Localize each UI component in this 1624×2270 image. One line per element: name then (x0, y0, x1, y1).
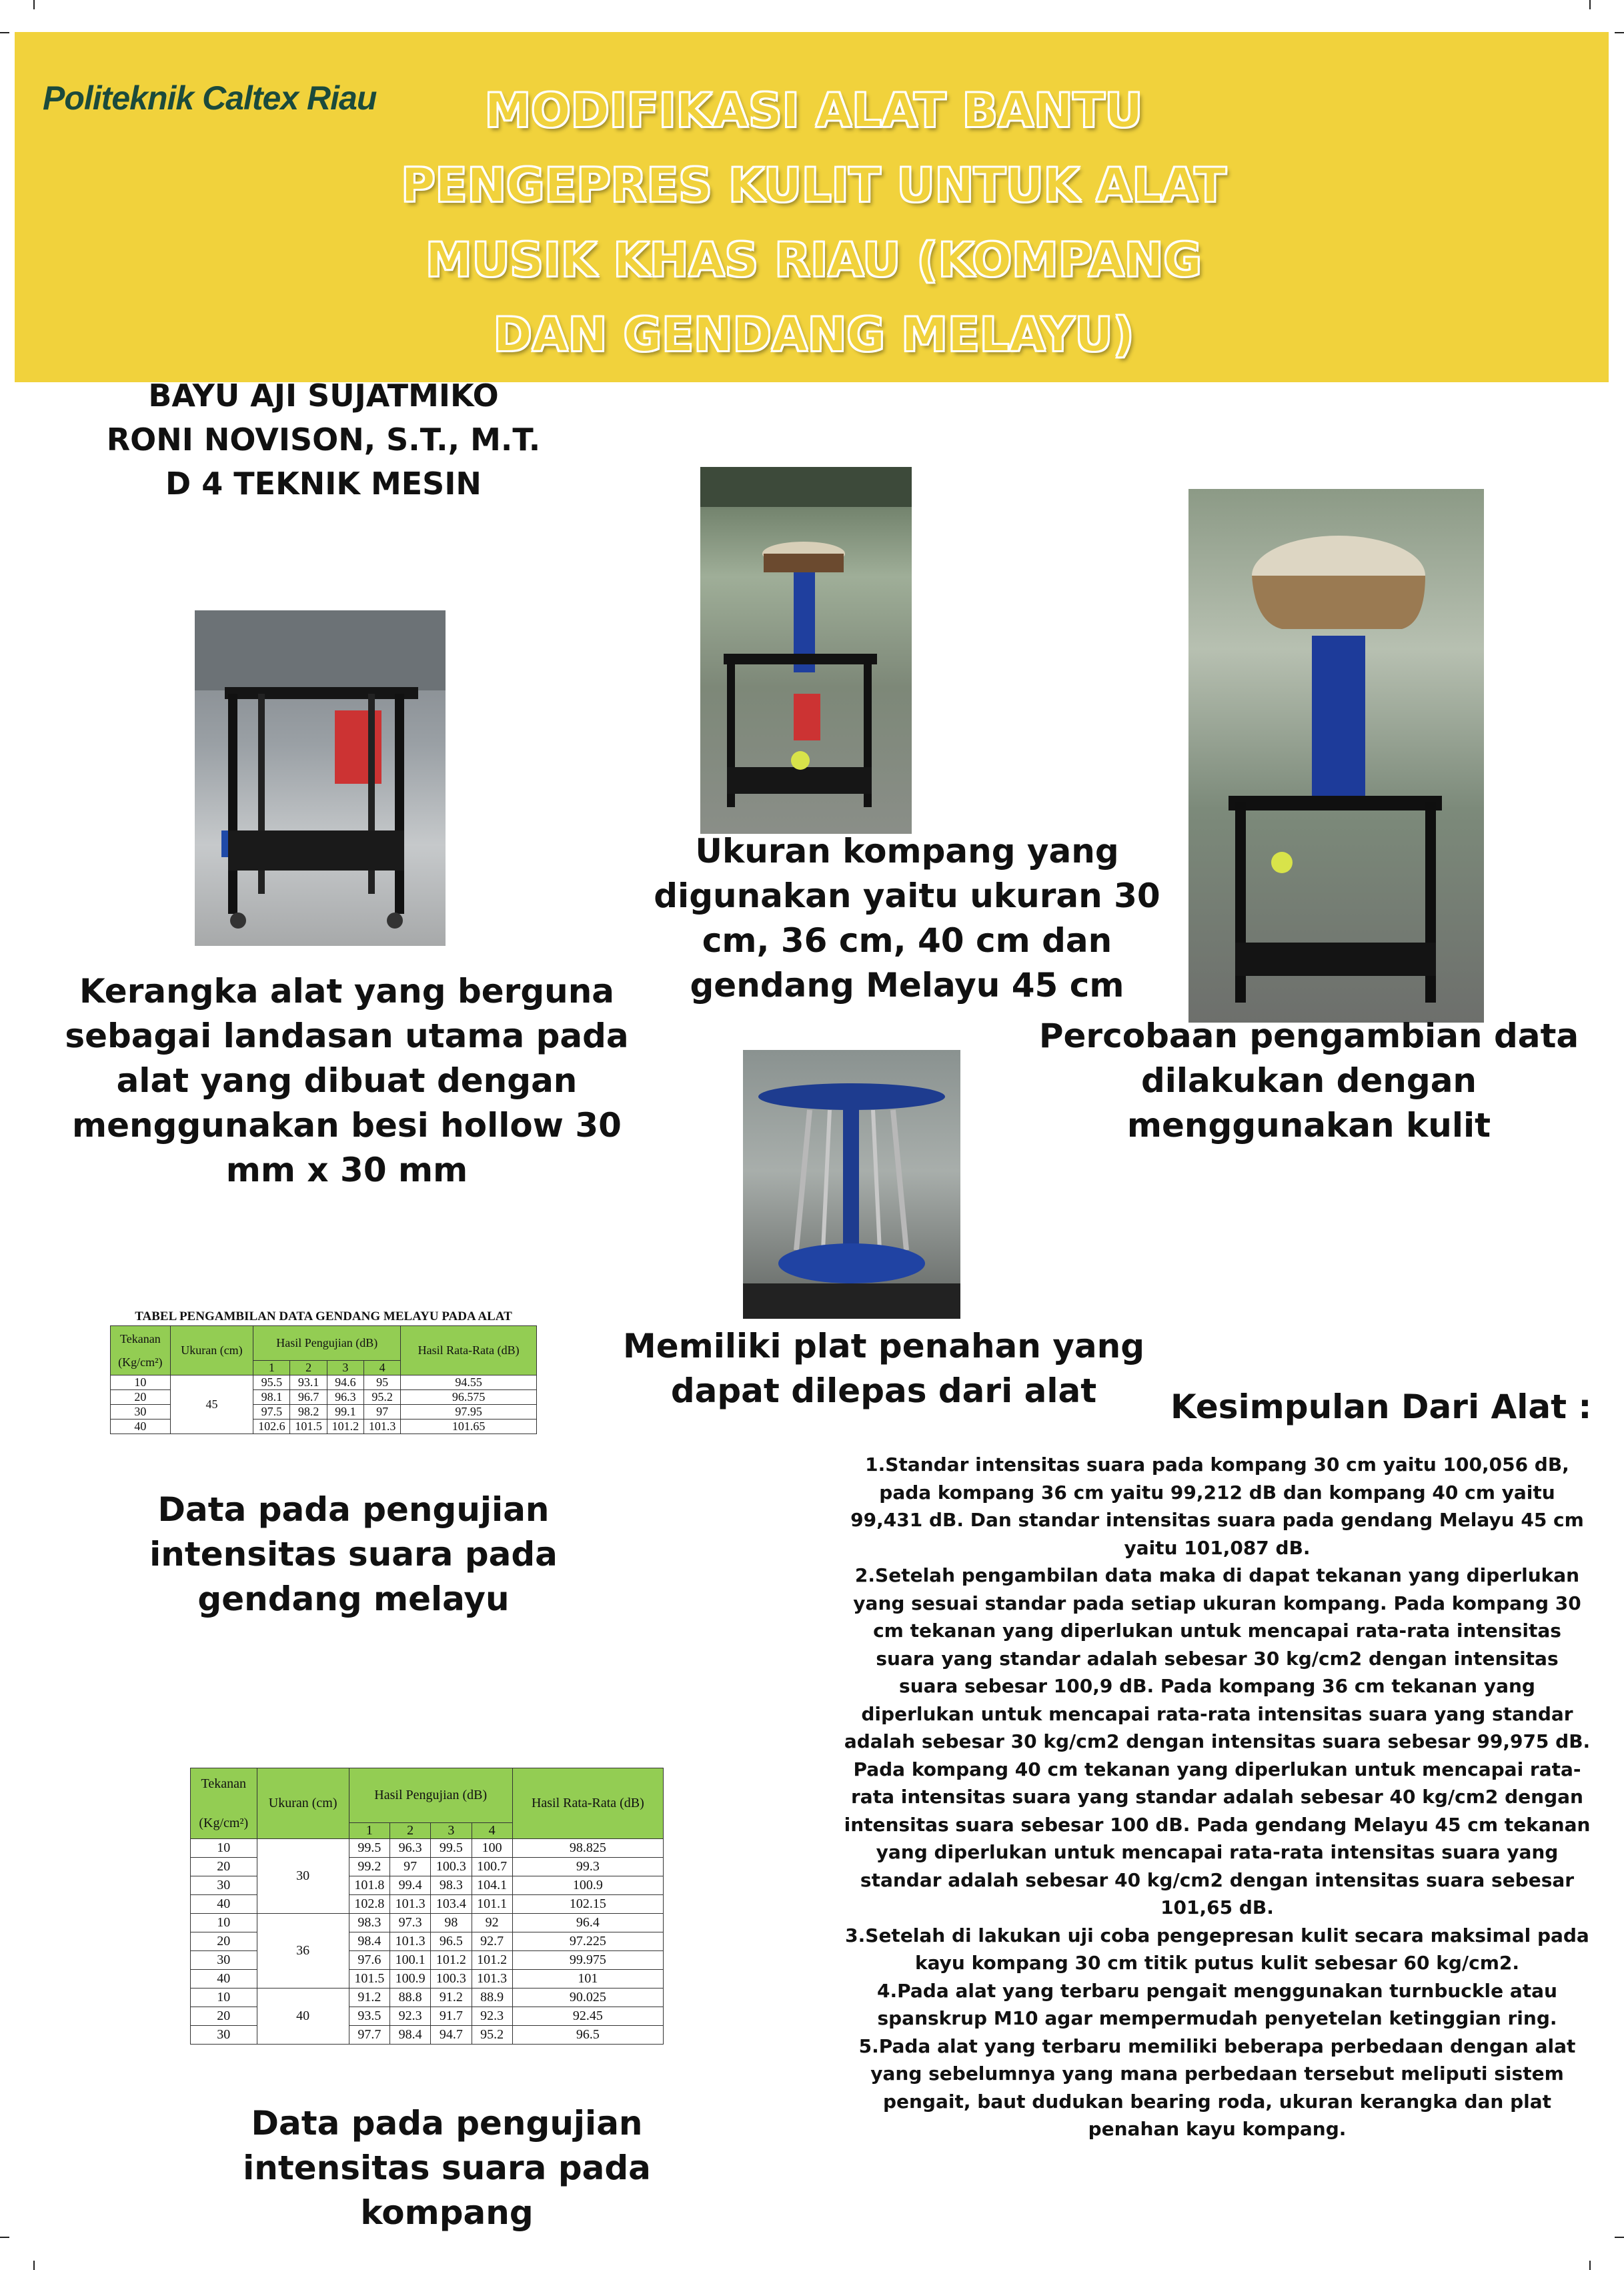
cell: 20 (191, 2007, 257, 2026)
cell: 99.975 (512, 1951, 663, 1970)
cell: 101.3 (389, 1932, 430, 1951)
cell: 30 (191, 1951, 257, 1970)
cell: 100.3 (431, 1858, 472, 1876)
cell: 94.55 (401, 1375, 537, 1390)
caption-line: dilakukan dengan (1140, 1061, 1477, 1100)
cell: 101.2 (327, 1420, 363, 1434)
caption-line: digunakan yaitu ukuran 30 (654, 877, 1160, 915)
header-hasil: Hasil Pengujian (dB) (253, 1326, 401, 1361)
table1-caption (107, 1488, 600, 1622)
cell-ukuran: 45 (170, 1375, 253, 1434)
table-row (111, 1375, 537, 1390)
program-name: D 4 TEKNIK MESIN (165, 466, 482, 502)
cell: 101.5 (349, 1970, 389, 1989)
header-rata: Hasil Rata-Rata (dB) (512, 1768, 663, 1839)
caption-line: Ukuran kompang yang (695, 832, 1119, 871)
cell: 97.5 (253, 1405, 290, 1420)
cell: 97 (363, 1405, 400, 1420)
cell: 103.4 (431, 1895, 472, 1914)
poster-title (373, 73, 1254, 372)
cell: 96.3 (327, 1390, 363, 1405)
cell: 40 (191, 1895, 257, 1914)
crop-mark (1589, 2261, 1591, 2270)
header-ukuran: Ukuran (cm) (170, 1326, 253, 1375)
trial-number: 4 (472, 1823, 512, 1839)
cell: 96.5 (431, 1932, 472, 1951)
cell: 101.3 (389, 1895, 430, 1914)
cell: 101.1 (472, 1895, 512, 1914)
cell: 30 (111, 1405, 171, 1420)
cell: 100.1 (389, 1951, 430, 1970)
trial-number: 3 (327, 1361, 363, 1375)
institution-logo: Politeknik Caltex Riau (43, 79, 377, 117)
cell: 100 (472, 1839, 512, 1858)
table-row (191, 1989, 664, 2007)
cell: 102.15 (512, 1895, 663, 1914)
caption-line: mm x 30 mm (225, 1151, 468, 1189)
cell: 98.4 (389, 2026, 430, 2045)
cell: 88.9 (472, 1989, 512, 2007)
sizes-caption (624, 829, 1190, 1008)
caption-line: intensitas suara pada (243, 2149, 651, 2187)
cell: 92.3 (389, 2007, 430, 2026)
header-label: Tekanan (201, 1776, 246, 1791)
header-unit: (Kg/cm²) (199, 1815, 249, 1830)
title-line: MODIFIKASI ALAT BANTU (484, 83, 1143, 138)
trial-number: 3 (431, 1823, 472, 1839)
crop-mark (0, 2237, 9, 2238)
crop-mark (33, 2261, 35, 2270)
cell: 104.1 (472, 1876, 512, 1895)
table1-title: TABEL PENGAMBILAN DATA GENDANG MELAYU PADA ALAT (135, 1309, 512, 1323)
cell: 94.6 (327, 1375, 363, 1390)
caption-line: dapat dilepas dari alat (670, 1371, 1097, 1410)
caption-line: Memiliki plat penahan yang (622, 1327, 1145, 1365)
cell: 99.2 (349, 1858, 389, 1876)
cell: 101.65 (401, 1420, 537, 1434)
cell: 92.3 (472, 2007, 512, 2026)
cell: 91.2 (349, 1989, 389, 2007)
cell-ukuran: 30 (257, 1839, 349, 1914)
trial-number: 4 (363, 1361, 400, 1375)
supervisor-name: RONI NOVISON, S.T., M.T. (106, 422, 541, 458)
crop-mark (1589, 0, 1591, 9)
cell: 100.9 (389, 1970, 430, 1989)
conclusion-body (844, 1451, 1591, 2143)
title-line: DAN GENDANG MELAYU) (493, 308, 1134, 362)
header-hasil: Hasil Pengujian (dB) (349, 1768, 512, 1823)
cell: 90.025 (512, 1989, 663, 2007)
cell-ukuran: 40 (257, 1989, 349, 2045)
cell: 95.2 (363, 1390, 400, 1405)
trial-number: 2 (290, 1361, 327, 1375)
cell: 99.5 (349, 1839, 389, 1858)
conclusion-point: 4.Pada alat yang terbaru pengait menggunakan turnbuckle atau spanskrup M10 agar mempermudah penyetelan ketinggian ring. (877, 1979, 1557, 2029)
conclusion-title: Kesimpulan Dari Alat : (1170, 1387, 1592, 1426)
cell: 99.4 (389, 1876, 430, 1895)
cell: 102.8 (349, 1895, 389, 1914)
cell: 98.3 (431, 1876, 472, 1895)
trial-photo (1188, 489, 1484, 1023)
cell-ukuran: 36 (257, 1914, 349, 1989)
cell: 40 (111, 1420, 171, 1434)
cell: 97.95 (401, 1405, 537, 1420)
cell: 10 (111, 1375, 171, 1390)
cell: 97 (389, 1858, 430, 1876)
cell: 96.3 (389, 1839, 430, 1858)
cell: 101 (512, 1970, 663, 1989)
cell: 92 (472, 1914, 512, 1932)
author-name: BAYU AJI SUJATMIKO (148, 378, 499, 414)
caption-line: menggunakan besi hollow 30 (72, 1106, 622, 1145)
cell: 91.2 (431, 1989, 472, 2007)
title-line: PENGEPRES KULIT UNTUK ALAT (401, 158, 1227, 213)
conclusion-point: 2.Setelah pengambilan data maka di dapat tekanan yang diperlukan yang sesuai standar pada setiap ukuran kompang. Pada kompang 30 cm tekanan yang diperlukan untuk mencapai rata-rata intensitas suara yang standar adalah sebesar 30 kg/cm2 dengan intensitas suara sebesar 100,9 dB. Pada kompang 36 cm tekanan yang diperlukan untuk mencapai rata-rata intensitas suara yang standar adalah sebesar 30 kg/cm2 dengan intensitas suara sebesar 99,975 dB. Pada kompang 40 cm tekanan yang diperlukan untuk mencapai rata-rata intensitas suara yang standar adalah sebesar 40 kg/cm2 dengan intensitas suara sebesar 100 dB. Pada gendang Melayu 45 cm tekanan yang diperlukan untuk mencapai rata-rata intensitas suara yang standar adalah sebesar 40 kg/cm2 dengan intensitas suara sebesar 101,65 dB. (844, 1564, 1591, 1918)
cell: 20 (191, 1932, 257, 1951)
cell: 92.45 (512, 2007, 663, 2026)
cell: 98.825 (512, 1839, 663, 1858)
caption-line: Kerangka alat yang berguna (79, 972, 615, 1011)
cell: 100.9 (512, 1876, 663, 1895)
cell: 101.2 (431, 1951, 472, 1970)
cell: 97.7 (349, 2026, 389, 2045)
cell: 91.7 (431, 2007, 472, 2026)
cell: 40 (191, 1970, 257, 1989)
cell: 101.2 (472, 1951, 512, 1970)
caption-line: gendang melayu (197, 1580, 510, 1618)
conclusion-point: 3.Setelah di lakukan uji coba pengepresan kulit secara maksimal pada kayu kompang 30 cm titik putus kulit sebesar 60 kg/cm2. (845, 1924, 1589, 1974)
cell: 10 (191, 1914, 257, 1932)
crop-mark (33, 0, 35, 9)
cell: 101.5 (290, 1420, 327, 1434)
cell: 98.4 (349, 1932, 389, 1951)
cell: 20 (111, 1390, 171, 1405)
caption-line: gendang Melayu 45 cm (690, 966, 1124, 1005)
cell: 30 (191, 2026, 257, 2045)
cell: 101.8 (349, 1876, 389, 1895)
table-row (191, 1839, 664, 1858)
cell: 96.575 (401, 1390, 537, 1405)
frame-photo (195, 610, 446, 946)
conclusion-point: 1.Standar intensitas suara pada kompang 30 cm yaitu 100,056 dB, pada kompang 36 cm yaitu 99,212 dB dan kompang 40 cm yaitu 99,431 dB. Dan standar intensitas suara pada gendang Melayu 45 cm yaitu 101,087 dB. (850, 1454, 1584, 1559)
cell: 98.3 (349, 1914, 389, 1932)
cell: 97.225 (512, 1932, 663, 1951)
cell: 88.8 (389, 1989, 430, 2007)
crop-mark (1615, 32, 1624, 33)
crop-mark (0, 32, 9, 33)
trial-number: 1 (253, 1361, 290, 1375)
table2-caption (187, 2101, 707, 2235)
cell: 101.3 (363, 1420, 400, 1434)
cell: 96.4 (512, 1914, 663, 1932)
table-row (191, 1914, 664, 1932)
cell: 92.7 (472, 1932, 512, 1951)
kompang-data-table (190, 1768, 664, 2045)
cell: 10 (191, 1839, 257, 1858)
cell: 101.3 (472, 1970, 512, 1989)
header-tekanan (111, 1326, 171, 1375)
caption-line: cm, 36 cm, 40 cm dan (702, 921, 1112, 960)
caption-line: Percobaan pengambian data (1038, 1017, 1579, 1055)
frame-caption (40, 969, 654, 1193)
crop-mark (1615, 2237, 1624, 2238)
kompang-photo (700, 467, 912, 834)
cell: 95 (363, 1375, 400, 1390)
cell: 30 (191, 1876, 257, 1895)
gendang-data-table (110, 1325, 537, 1434)
plate-caption (604, 1324, 1164, 1413)
caption-line: intensitas suara pada (149, 1535, 558, 1574)
cell: 94.7 (431, 2026, 472, 2045)
header-ukuran: Ukuran (cm) (257, 1768, 349, 1839)
cell: 93.5 (349, 2007, 389, 2026)
cell: 96.7 (290, 1390, 327, 1405)
cell: 95.2 (472, 2026, 512, 2045)
cell: 96.5 (512, 2026, 663, 2045)
cell: 93.1 (290, 1375, 327, 1390)
trial-caption (1007, 1014, 1611, 1148)
caption-line: menggunakan kulit (1126, 1106, 1491, 1145)
caption-line: sebagai landasan utama pada (65, 1017, 629, 1055)
header-tekanan (191, 1768, 257, 1839)
cell: 98 (431, 1914, 472, 1932)
cell: 20 (191, 1858, 257, 1876)
trial-number: 2 (389, 1823, 430, 1839)
author-block (47, 374, 600, 506)
cell: 99.1 (327, 1405, 363, 1420)
cell: 10 (191, 1989, 257, 2007)
cell: 102.6 (253, 1420, 290, 1434)
cell: 98.1 (253, 1390, 290, 1405)
caption-line: Data pada pengujian (251, 2104, 643, 2143)
plate-photo (743, 1050, 960, 1319)
header-unit: (Kg/cm²) (118, 1355, 163, 1369)
cell: 97.6 (349, 1951, 389, 1970)
cell: 97.3 (389, 1914, 430, 1932)
caption-line: Data pada pengujian (157, 1490, 550, 1529)
header-label: Tekanan (120, 1331, 161, 1345)
caption-line: kompang (360, 2193, 534, 2232)
trial-number: 1 (349, 1823, 389, 1839)
cell: 100.3 (431, 1970, 472, 1989)
cell: 99.5 (431, 1839, 472, 1858)
caption-line: alat yang dibuat dengan (116, 1061, 578, 1100)
conclusion-point: 5.Pada alat yang terbaru memiliki beberapa perbedaan dengan alat yang sebelumnya yang mana perbedaan tersebut meliputi sistem pengait, baut dudukan bearing roda, ukuran kerangka dan plat penahan kayu kompang. (858, 2035, 1576, 2140)
cell: 99.3 (512, 1858, 663, 1876)
cell: 100.7 (472, 1858, 512, 1876)
cell: 95.5 (253, 1375, 290, 1390)
header-rata: Hasil Rata-Rata (dB) (401, 1326, 537, 1375)
title-line: MUSIK KHAS RIAU (KOMPANG (426, 233, 1202, 288)
cell: 98.2 (290, 1405, 327, 1420)
